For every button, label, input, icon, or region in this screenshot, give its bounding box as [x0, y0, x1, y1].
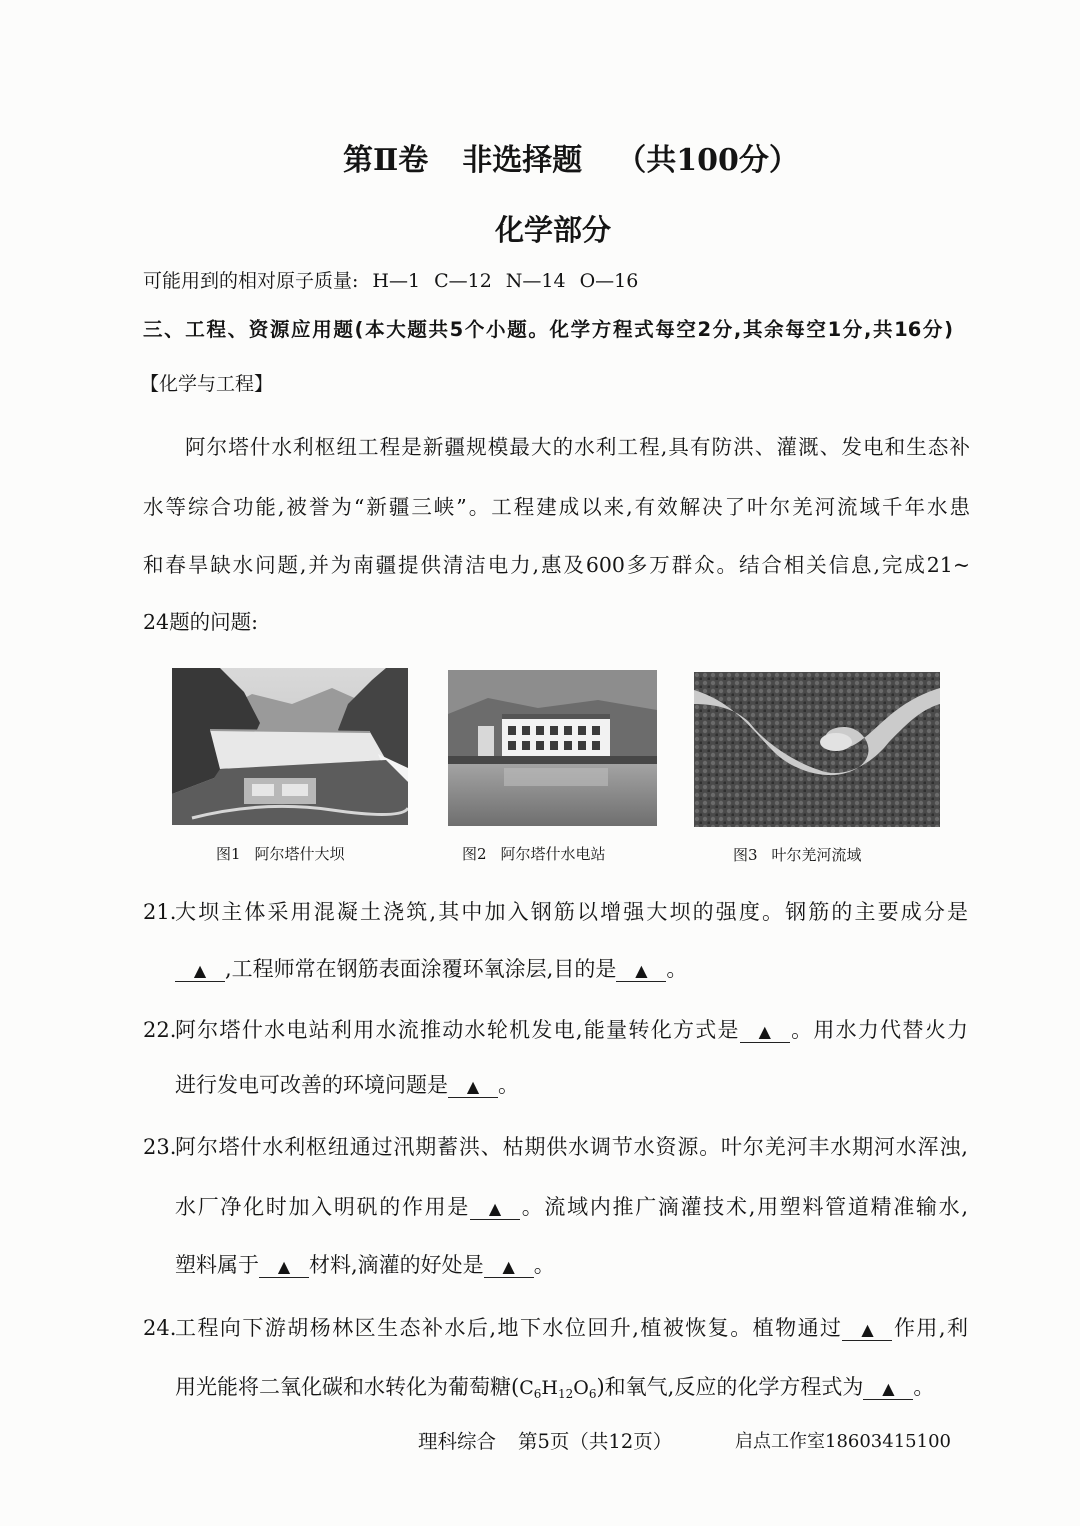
question-21-text-b: ,工程师常在钢筋表面涂覆环氧涂层,目的是 — [225, 957, 617, 981]
question-23-number: 23. — [143, 1135, 177, 1159]
title-score: （共100分） — [616, 143, 799, 178]
question-23-line-1: 阿尔塔什水利枢纽通过汛期蓄洪、枯期供水调节水资源。叶尔羌河丰水期河水浑浊, — [175, 1135, 968, 1159]
glucose-formula — [519, 1377, 596, 1399]
title-type: 非选择题 — [462, 143, 583, 178]
intro-line-4: 24题的问题: — [143, 610, 258, 634]
formula-subscript-h: 12 — [557, 1387, 574, 1401]
figure-2-name: 阿尔塔什水电站 — [500, 845, 606, 863]
building-reflection — [504, 768, 608, 786]
question-23-text-d: 材料,滴灌的好处是 — [309, 1253, 484, 1277]
question-22-number: 22. — [143, 1018, 177, 1042]
station-building — [502, 718, 610, 756]
formula-element-c: C — [519, 1377, 534, 1399]
formula-element-h: H — [541, 1377, 558, 1399]
atomic-masses-label: 可能用到的相对原子质量: — [143, 270, 359, 292]
question-24-text-d: )和氧气,反应的化学方程式为 — [596, 1375, 864, 1399]
question-24-text-c: 用光能将二氧化碳和水转化为葡萄糖( — [175, 1375, 520, 1399]
question-24-line-1 — [175, 1318, 968, 1341]
atomic-masses — [143, 272, 638, 291]
answer-blank[interactable]: ▲ — [863, 1381, 913, 1400]
question-24-text-a: 工程向下游胡杨林区生态补水后,地下水位回升,植被恢复。植物通过 — [175, 1316, 843, 1340]
atomic-mass-n: N—14 — [505, 270, 566, 292]
footer-studio: 启点工作室18603415100 — [735, 1431, 951, 1452]
question-21-text-c: 。 — [666, 957, 688, 981]
figure-2-label: 图2 — [462, 845, 487, 863]
question-21-number: 21. — [143, 900, 177, 924]
figure-1-name: 阿尔塔什大坝 — [254, 845, 345, 863]
question-23-text-b: 。流域内推广滴灌技术,用塑料管道精准输水, — [520, 1195, 968, 1219]
figure-1-caption — [216, 847, 345, 862]
question-22-text-d: 。 — [498, 1073, 519, 1097]
figure-1-label: 图1 — [216, 845, 241, 863]
formula-subscript-c: 6 — [533, 1387, 542, 1401]
left-tower — [478, 726, 494, 758]
answer-blank[interactable]: ▲ — [448, 1079, 498, 1098]
question-21-line-2 — [175, 959, 687, 982]
atomic-mass-c: C—12 — [434, 270, 492, 292]
intro-line-1: 阿尔塔什水利枢纽工程是新疆规模最大的水利工程,具有防洪、灌溉、发电和生态补 — [185, 435, 970, 459]
question-23-line-3 — [175, 1255, 555, 1278]
atomic-mass-o: O—16 — [579, 270, 639, 292]
sandbar — [820, 733, 852, 751]
question-22-line-1 — [175, 1020, 968, 1043]
figure-3-river-basin-photo — [694, 672, 940, 827]
question-24-text-e: 。 — [913, 1375, 935, 1399]
walkway — [448, 756, 657, 764]
figure-3-name: 叶尔羌河流域 — [771, 846, 862, 864]
answer-blank[interactable]: ▲ — [175, 963, 225, 982]
atomic-mass-h: H—1 — [372, 270, 421, 292]
intro-line-3: 和春旱缺水问题,并为南疆提供清洁电力,惠及600多万群众。结合相关信息,完成21~ — [143, 553, 970, 577]
forest — [694, 672, 940, 827]
title-volume: 第Ⅱ卷 — [343, 143, 429, 178]
answer-blank[interactable]: ▲ — [259, 1259, 309, 1278]
question-21-line-1: 大坝主体采用混凝土浇筑,其中加入钢筋以增强大坝的强度。钢筋的主要成分是 — [175, 900, 968, 924]
footer-page-number: 第5页（共12页） — [518, 1430, 673, 1453]
topic-heading: 【化学与工程】 — [140, 373, 274, 395]
footer-subject: 理科综合 — [418, 1430, 497, 1453]
question-24-text-b: 作用,利 — [892, 1316, 968, 1340]
answer-blank[interactable]: ▲ — [842, 1322, 892, 1341]
intro-line-2: 水等综合功能,被誉为“新疆三峡”。工程建成以来,有效解决了叶尔羌河流域千年水患 — [143, 495, 970, 519]
page-footer — [418, 1432, 672, 1452]
answer-blank[interactable]: ▲ — [616, 963, 666, 982]
figure-3-caption — [733, 848, 862, 863]
figure-2-caption — [462, 847, 606, 862]
section-heading: 三、工程、资源应用题(本大题共5个小题。化学方程式每空2分,其余每空1分,共16分) — [143, 318, 953, 341]
formula-element-o: O — [573, 1377, 589, 1399]
question-24-number: 24. — [143, 1316, 177, 1340]
question-24-line-2 — [175, 1377, 934, 1400]
formula-subscript-o: 6 — [588, 1387, 597, 1401]
figure-2-hydropower-station-photo — [448, 670, 657, 826]
answer-blank[interactable]: ▲ — [470, 1201, 520, 1220]
question-23-line-2 — [175, 1197, 968, 1220]
question-23-text-a: 水厂净化时加入明矾的作用是 — [175, 1195, 471, 1219]
question-22-line-2 — [175, 1075, 519, 1098]
question-23-text-c: 塑料属于 — [175, 1253, 259, 1277]
question-22-text-b: 。用水力代替火力 — [789, 1018, 968, 1042]
figure-3-label: 图3 — [733, 846, 758, 864]
answer-blank[interactable]: ▲ — [740, 1024, 790, 1043]
question-22-text-c: 进行发电可改善的环境问题是 — [175, 1073, 448, 1097]
answer-blank[interactable]: ▲ — [484, 1259, 534, 1278]
question-23-text-e: 。 — [533, 1253, 555, 1277]
page-title — [343, 143, 799, 178]
section-subtitle: 化学部分 — [495, 213, 612, 247]
question-22-text-a: 阿尔塔什水电站利用水流推动水轮机发电,能量转化方式是 — [175, 1018, 740, 1042]
figure-1-dam-photo — [172, 668, 408, 825]
